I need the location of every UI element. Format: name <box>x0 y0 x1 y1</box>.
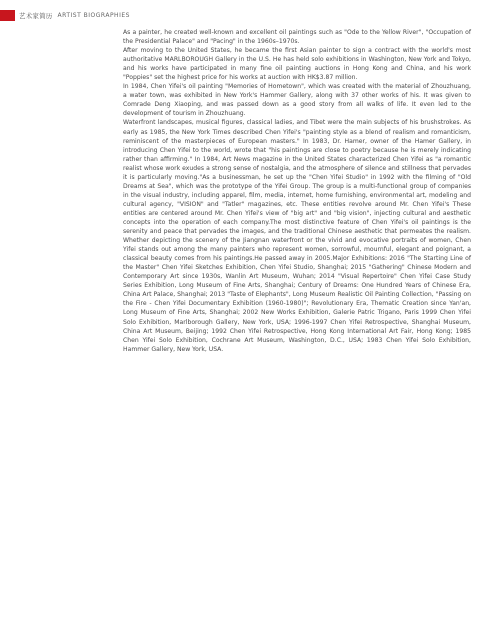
section-title-english: ARTIST BIOGRAPHIES <box>57 11 130 19</box>
paragraph-early-works: As a painter, he created well-known and excellent oil paintings such as "Ode to the Yellow River", "Occupation of the Presidential Palace" and "Pacing" in the 1960s–1970s. <box>123 29 471 46</box>
biography-text <box>123 28 471 354</box>
paragraph-us-career: After moving to the United States, he became the first Asian painter to sign a contract with the world's most authoritative MARLBOROUGH Gallery in the U.S. He has held solo exhibitions in Washington, New York and Tokyo, and his works have participated in many fine oil painting auctions in Hong Kong and China, and his work "Poppies" set the highest price for his works at auction with HK$3.87 million. <box>123 47 471 82</box>
section-marker-bar <box>0 10 15 21</box>
paragraph-style-and-exhibitions: Waterfront landscapes, musical figures, classical ladies, and Tibet were the main subjects of his brushstrokes. As early as 1985, the New York Times described Chen Yifei's "painting style as a blend of realism and romanticism, reminiscent of the masterpieces of European masters." In 1983, Dr. Hamer, owner of the Hamer Gallery, in introducing Chen Yifei to the world, wrote that "his paintings are close to poetry because he is merely indicating rather than affirming." In 1984, Art News magazine in the United States characterized Chen Yifei as "a romantic realist whose work exudes a strong sense of nostalgia, and the atmosphere of silence and stillness that pervades it is particularly moving."As a businessman, he set up the "Chen Yifei Studio" in 1992 with the filming of "Old Dreams at Sea", which was the prototype of the Yifei Group. The group is a multi-functional group of companies in the visual industry, including apparel, film, media, internet, home furnishing, environmental art, modeling and cultural agency, "VISION" and "Tatler" magazines, etc. These entities revolve around Mr. Chen Yifei's These entities are centered around Mr. Chen Yifei's view of "big art" and "big vision", injecting cultural and aesthetic concepts into the operation of each company.The most distinctive feature of Chen Yifei's oil paintings is the serenity and peace that pervades the images, and the traditional Chinese aesthetic that permeates the realism. Whether depicting the scenery of the Jiangnan waterfront or the vivid and evocative portraits of women, Chen Yifei stands out among the many painters who represent women, sorrowful, mournful, elegant and poignant, a classical beauty comes from his paintings.He passed away in 2005.Major Exhibitions: 2016 "The Starting Line of the Master" Chen Yifei Sketches Exhibition, Chen Yifei Studio, Shanghai; 2015 "Gathering" Chinese Modern and Contemporary Art since 1930s, Wanlin Art Museum, Wuhan; 2014 "Visual Repertoire" Chen Yifei Case Study Series Exhibition, Long Museum of Fine Arts, Shanghai; Century of Dreams: One Hundred Years of Chinese Era, China Art Palace, Shanghai; 2013 "Taste of Elephants", Long Museum Realistic Oil Painting Collection, "Passing on the Fire - Chen Yifei Documentary Exhibition (1960-1980)"; Revolutionary Era, Thematic Creation since Yan'an, Long Museum of Fine Arts, Shanghai; 2002 New Works Exhibition, Galerie Patric Trigano, Paris 1999 Chen Yifei Solo Exhibition, Marlborough Gallery, New York, USA; 1996-1997 Chen Yifei Retrospective, Shanghai Museum, China Art Museum, Beijing; 1992 Chen Yifei Retrospective, Hong Kong International Art Fair, Hong Kong; 1985 Chen Yifei Solo Exhibition, Cochrane Art Museum, Washington, D.C., USA; 1983 Chen Yifei Solo Exhibition, Hammer Gallery, New York, USA. <box>123 119 471 353</box>
section-title-chinese: 艺术家简历 <box>19 11 53 20</box>
paragraph-memories-of-hometown: In 1984, Chen Yifei's oil painting "Memories of Hometown", which was created with the material of Zhouzhuang, a water town, was exhibited in New York's Hammer Gallery, along with 37 other works of his. It was given to Comrade Deng Xiaoping, and was passed down as a good story from all walks of life. It even led to the development of tourism in Zhouzhuang. <box>123 83 471 118</box>
page-header <box>0 8 300 22</box>
